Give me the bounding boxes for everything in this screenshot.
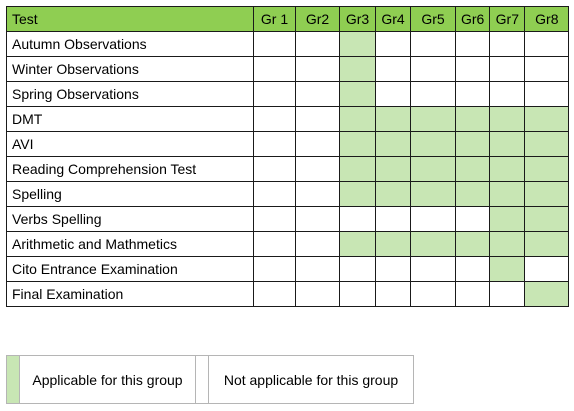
applicable-cell [411,182,456,207]
table-body [7,32,569,307]
not-applicable-cell [490,82,525,107]
not-applicable-cell [411,282,456,307]
applicable-cell [411,107,456,132]
applicable-cell [411,157,456,182]
applicable-cell [376,132,411,157]
table-row [7,232,569,257]
not-applicable-cell [376,282,411,307]
table-header-row [7,7,569,32]
not-applicable-cell [490,282,525,307]
column-header-group: Gr 1 [254,7,296,32]
applicable-cell [490,182,525,207]
not-applicable-cell [456,257,490,282]
table-row [7,207,569,232]
applicable-cell [376,157,411,182]
not-applicable-cell [254,232,296,257]
not-applicable-cell [411,57,456,82]
not-applicable-cell [525,82,569,107]
legend-applicable-label: Applicable for this group [20,356,196,403]
test-name-cell: Arithmetic and Mathmetics [7,232,254,257]
applicable-cell [340,232,376,257]
not-applicable-cell [254,32,296,57]
legend-not-applicable-label: Not applicable for this group [223,371,399,388]
applicable-cell [456,107,490,132]
not-applicable-cell [376,57,411,82]
column-header-group: Gr5 [411,7,456,32]
test-name-cell: Spelling [7,182,254,207]
applicable-cell [340,32,376,57]
applicable-cell [525,107,569,132]
not-applicable-cell [296,257,340,282]
applicable-cell [411,132,456,157]
table-row [7,57,569,82]
test-applicability-table [6,6,569,307]
applicable-cell [525,132,569,157]
not-applicable-cell [340,257,376,282]
table-row [7,107,569,132]
not-applicable-cell [525,257,569,282]
not-applicable-cell [340,282,376,307]
table-row [7,157,569,182]
not-applicable-cell [490,57,525,82]
table-row [7,32,569,57]
test-name-cell: Spring Observations [7,82,254,107]
not-applicable-cell [254,157,296,182]
not-applicable-cell [456,57,490,82]
test-name-cell: Final Examination [7,282,254,307]
column-header-group: Gr3 [340,7,376,32]
not-applicable-cell [411,82,456,107]
not-applicable-cell [296,82,340,107]
applicable-cell [456,132,490,157]
not-applicable-cell [296,282,340,307]
applicable-cell [411,232,456,257]
applicable-cell [340,82,376,107]
table-row [7,132,569,157]
not-applicable-cell [296,182,340,207]
applicable-cell [340,157,376,182]
test-name-cell: Reading Comprehension Test [7,157,254,182]
table-row [7,257,569,282]
not-applicable-cell [296,207,340,232]
not-applicable-cell [296,57,340,82]
test-name-cell: AVI [7,132,254,157]
column-header-group: Gr8 [525,7,569,32]
applicable-cell [525,157,569,182]
not-applicable-cell [296,32,340,57]
applicable-cell [490,232,525,257]
test-name-cell: Autumn Observations [7,32,254,57]
not-applicable-cell [490,32,525,57]
applicable-cell [525,282,569,307]
column-header-group: Gr2 [296,7,340,32]
test-name-cell: Verbs Spelling [7,207,254,232]
applicable-cell [490,107,525,132]
not-applicable-cell [296,107,340,132]
not-applicable-cell [254,257,296,282]
not-applicable-cell [254,132,296,157]
applicable-cell [340,182,376,207]
not-applicable-cell [254,282,296,307]
applicable-cell [340,57,376,82]
applicable-cell [490,257,525,282]
test-name-cell: DMT [7,107,254,132]
not-applicable-cell [254,182,296,207]
not-applicable-cell [376,257,411,282]
column-header-group: Gr6 [456,7,490,32]
applicable-cell [490,157,525,182]
test-name-cell: Cito Entrance Examination [7,257,254,282]
applicable-cell [490,132,525,157]
not-applicable-cell [525,57,569,82]
applicable-cell [456,182,490,207]
not-applicable-cell [456,82,490,107]
column-header-group: Gr4 [376,7,411,32]
column-header-group: Gr7 [490,7,525,32]
applicable-cell [490,207,525,232]
not-applicable-cell [456,282,490,307]
not-applicable-cell [411,207,456,232]
legend [6,355,414,404]
applicable-cell [340,107,376,132]
table-row [7,182,569,207]
not-applicable-cell [411,32,456,57]
not-applicable-cell [376,82,411,107]
not-applicable-cell [254,57,296,82]
not-applicable-cell [411,257,456,282]
column-header-test: Test [7,7,254,32]
not-applicable-cell [296,132,340,157]
not-applicable-cell [376,207,411,232]
table-row [7,82,569,107]
applicable-cell [525,182,569,207]
not-applicable-cell [525,32,569,57]
applicable-cell [456,232,490,257]
not-applicable-cell [456,207,490,232]
legend-applicable-swatch [7,356,20,403]
applicable-cell [525,207,569,232]
applicable-cell [376,232,411,257]
table-row [7,282,569,307]
not-applicable-cell [254,207,296,232]
not-applicable-cell [296,157,340,182]
applicable-cell [340,132,376,157]
legend-not-applicable-swatch [196,356,209,403]
not-applicable-cell [340,207,376,232]
applicable-cell [456,157,490,182]
not-applicable-cell [254,82,296,107]
applicable-cell [376,107,411,132]
not-applicable-cell [296,232,340,257]
not-applicable-cell [254,107,296,132]
applicable-cell [376,182,411,207]
test-name-cell: Winter Observations [7,57,254,82]
applicable-cell [525,232,569,257]
not-applicable-cell [376,32,411,57]
not-applicable-cell [456,32,490,57]
